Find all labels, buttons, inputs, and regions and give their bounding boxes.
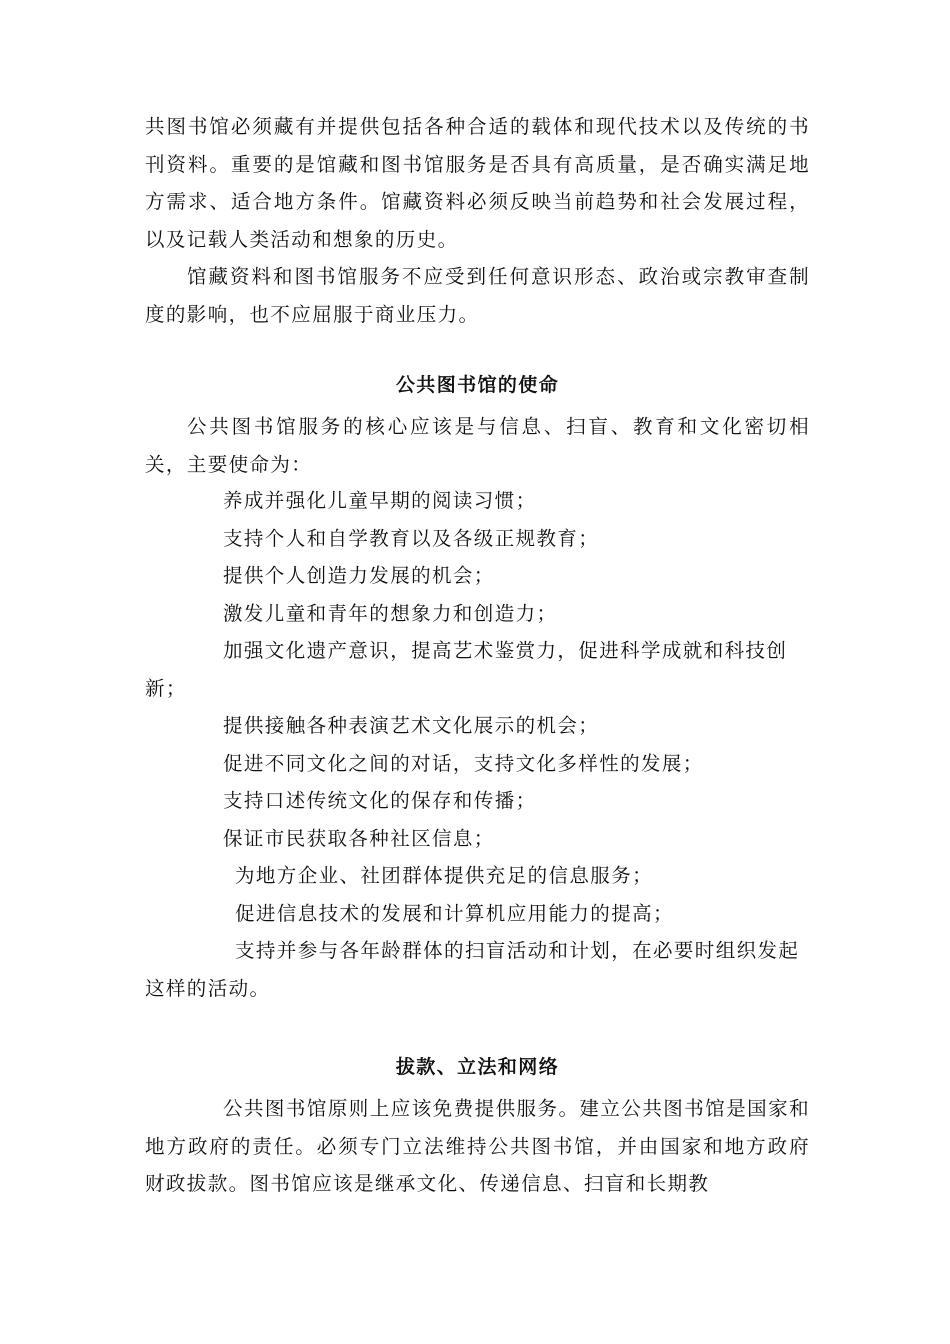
mission-item: 提供个人创造力发展的机会； bbox=[223, 564, 495, 587]
mission-item: 保证市民获取各种社区信息； bbox=[223, 826, 495, 850]
section-heading-funding: 拔款、立法和网络 bbox=[395, 1056, 560, 1078]
mission-lead-paragraph: 公共图书馆服务的核心应该是与信息、扫盲、教育和文化密切相关，主要使命为： bbox=[145, 415, 810, 476]
mission-item: 激发儿童和青年的想象力和创造力； bbox=[223, 601, 558, 625]
funding-paragraph: 公共图书馆原则上应该免费提供服务。建立公共图书馆是国家和地方政府的责任。必须专门立法维持公共图书馆，并由国家和地方政府财政拔款。图书馆应该是继承文化、传递信息、扫盲和长期教 bbox=[145, 1097, 810, 1195]
mission-item: 促进不同文化之间的对话，支持文化多样性的发展； bbox=[223, 751, 704, 775]
mission-item: 提供接触各种表演艺术文化展示的机会； bbox=[223, 714, 600, 737]
mission-item: 支持个人和自学教育以及各级正规教育； bbox=[223, 526, 600, 550]
mission-list bbox=[145, 482, 810, 1007]
mission-item: 加强文化遗产意识，提高艺术鉴赏力，促进科学成就和科技创新； bbox=[145, 639, 788, 700]
mission-item: 促进信息技术的发展和计算机应用能力的提高； bbox=[235, 901, 674, 925]
intro-paragraph-2: 馆藏资料和图书馆服务不应受到任何意识形态、政治或宗教审查制度的影响，也不应屈服于商业压力。 bbox=[145, 265, 810, 326]
intro-paragraph-1: 共图书馆必须藏有并提供包括各种合适的载体和现代技术以及传统的书刊资料。重要的是馆藏和图书馆服务是否具有高质量，是否确实满足地方需求、适合地方条件。馆藏资料必须反映当前趋势和社会发展过程，以及记载人类活动和想象的历史。 bbox=[145, 115, 810, 251]
mission-item: 养成并强化儿童早期的阅读习惯； bbox=[223, 489, 537, 512]
mission-item: 支持并参与各年龄群体的扫盲活动和计划，在必要时组织发起这样的活动。 bbox=[145, 939, 800, 1000]
mission-item: 为地方企业、社团群体提供充足的信息服务； bbox=[235, 864, 654, 887]
section-heading-mission: 公共图书馆的使命 bbox=[395, 374, 560, 396]
mission-item: 支持口述传统文化的保存和传播； bbox=[223, 789, 537, 812]
